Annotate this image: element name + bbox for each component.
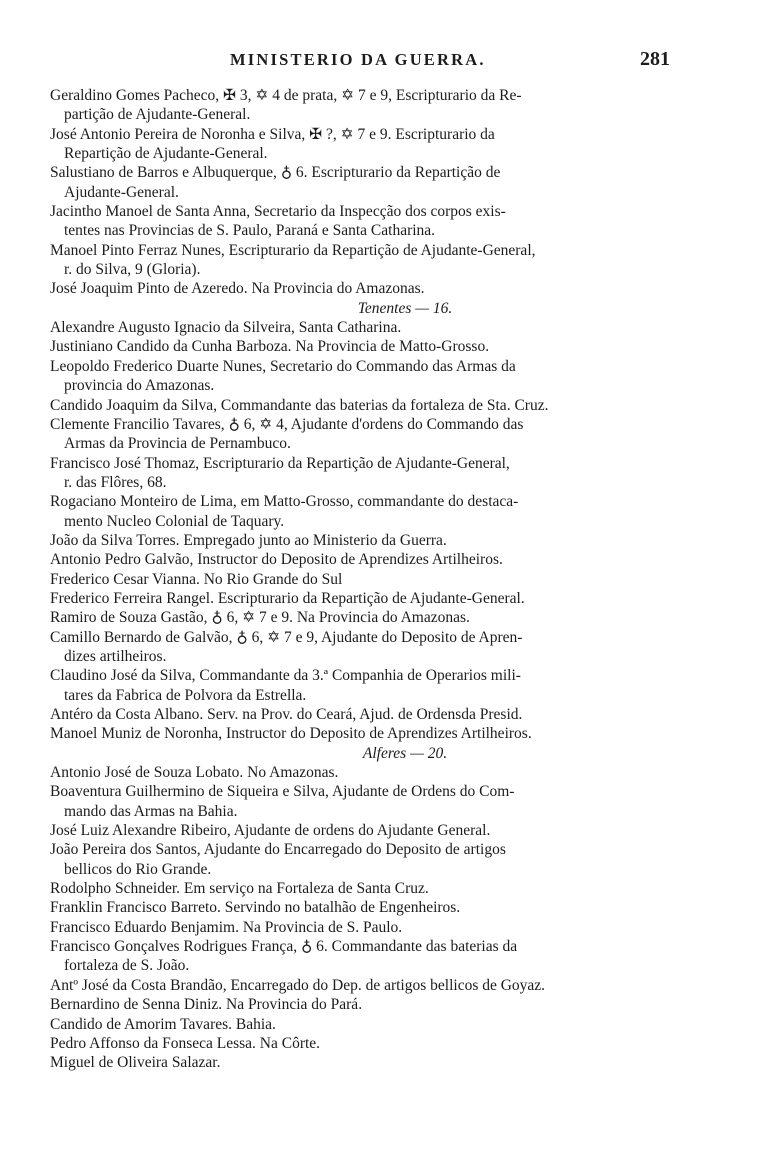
- entry-line: Antonio Pedro Galvão, Instructor do Deposito de Aprendizes Artilheiros.: [50, 551, 503, 569]
- entry-line: Frederico Cesar Vianna. No Rio Grande do Sul: [50, 570, 343, 588]
- entry-line: José Luiz Alexandre Ribeiro, Ajudante de ordens do Ajudante General.: [50, 822, 491, 840]
- roster-entry: [50, 337, 700, 356]
- entry-line: Francisco Gonçalves Rodrigues França, ♁ 6. Commandante das baterias da: [50, 938, 518, 956]
- entry-continuation-line: provincia do Amazonas.: [64, 377, 215, 395]
- entry-continuation-line: bellicos do Rio Grande.: [64, 860, 212, 878]
- entry-continuation-line: mento Nucleo Colonial de Taquary.: [64, 512, 285, 530]
- roster-entry: [50, 763, 700, 782]
- entry-line: Antº José da Costa Brandão, Encarregado do Dep. de artigos bellicos de Goyaz.: [50, 976, 546, 994]
- entry-continuation-line: tentes nas Provincias de S. Paulo, Paraná e Santa Catharina.: [64, 222, 436, 240]
- entry-line: Alexandre Augusto Ignacio da Silveira, Santa Catharina.: [50, 319, 402, 337]
- roster-entry: [50, 1053, 700, 1072]
- entry-continuation-line: r. do Silva, 9 (Gloria).: [64, 261, 201, 279]
- entry-line: João da Silva Torres. Empregado junto ao Ministerio da Guerra.: [50, 531, 447, 549]
- roster-entry: [50, 357, 700, 396]
- entry-continuation-line: Armas da Provincia de Pernambuco.: [64, 435, 291, 453]
- roster-entry: [50, 840, 700, 879]
- roster-entry: [50, 821, 700, 840]
- entry-line: Geraldino Gomes Pacheco, ✠ 3, ✡ 4 de prata, ✡ 7 e 9, Escripturario da Re-: [50, 87, 522, 104]
- roster-entry: [50, 415, 700, 454]
- roster-entry: [50, 279, 700, 298]
- roster-entry: [50, 724, 700, 743]
- section-heading: Alferes — 20.: [362, 744, 448, 762]
- entry-line: Francisco José Thomaz, Escripturario da Repartição de Ajudante-General,: [50, 454, 510, 472]
- roster-entry: [50, 454, 700, 493]
- roster-entry: [50, 589, 700, 608]
- roster-entry: [50, 550, 700, 569]
- entry-line: José Joaquim Pinto de Azeredo. Na Provincia do Amazonas.: [50, 280, 425, 298]
- entry-line: Boaventura Guilhermino de Siqueira e Silva, Ajudante de Ordens do Com-: [50, 783, 515, 801]
- roster-entry: [50, 879, 700, 898]
- section-heading: Tenentes — 16.: [357, 299, 453, 317]
- roster-entry: [50, 202, 700, 241]
- entry-line: Ramiro de Souza Gastão, ♁ 6, ✡ 7 e 9. Na Provincia do Amazonas.: [50, 609, 470, 627]
- roster-entry: [50, 898, 700, 917]
- entry-line: Camillo Bernardo de Galvão, ♁ 6, ✡ 7 e 9, Ajudante do Deposito de Apren-: [50, 628, 523, 646]
- page-title: MINISTERIO DA GUERRA.: [230, 50, 486, 69]
- roster-entry: [50, 318, 700, 337]
- roster-entry: [50, 492, 700, 531]
- entry-continuation-line: mando das Armas na Bahia.: [64, 802, 238, 820]
- entry-line: João Pereira dos Santos, Ajudante do Encarregado do Deposito de artigos: [50, 841, 506, 859]
- entry-line: Miguel de Oliveira Salazar.: [50, 1054, 221, 1072]
- entry-line: Justiniano Candido da Cunha Barboza. Na Provincia de Matto-Grosso.: [50, 338, 490, 356]
- roster-entry: [50, 86, 700, 125]
- entry-continuation-line: tares da Fabrica de Polvora da Estrella.: [64, 686, 307, 704]
- entry-line: Candido Joaquim da Silva, Commandante das baterias da fortaleza de Sta. Cruz.: [50, 396, 549, 414]
- entry-line: Claudino José da Silva, Commandante da 3.ª Companhia de Operarios mili-: [50, 667, 521, 685]
- entry-line: Rogaciano Monteiro de Lima, em Matto-Grosso, commandante do destaca-: [50, 493, 519, 511]
- entry-continuation-line: Ajudante-General.: [64, 183, 179, 201]
- roster-entry: [50, 937, 700, 976]
- roster-entry: [50, 1034, 700, 1053]
- roster-entry: [50, 918, 700, 937]
- entry-line: Franklin Francisco Barreto. Servindo no batalhão de Engenheiros.: [50, 899, 461, 917]
- roster-entry: [50, 241, 700, 280]
- entry-line: Rodolpho Schneider. Em serviço na Fortaleza de Santa Cruz.: [50, 880, 429, 898]
- entry-line: Leopoldo Frederico Duarte Nunes, Secretario do Commando das Armas da: [50, 357, 516, 375]
- roster-entry: [50, 570, 700, 589]
- roster-entry: [50, 628, 700, 667]
- entry-continuation-line: r. das Flôres, 68.: [64, 473, 167, 491]
- roster-entry: [50, 976, 700, 995]
- page-header: [0, 48, 757, 78]
- entry-continuation-line: dizes artilheiros.: [64, 647, 167, 665]
- entry-line: Frederico Ferreira Rangel. Escripturario da Repartição de Ajudante-General.: [50, 589, 525, 607]
- roster-entry: [50, 608, 700, 627]
- entry-line: Antonio José de Souza Lobato. No Amazonas.: [50, 764, 339, 782]
- roster-entry: [50, 782, 700, 821]
- entry-continuation-line: partição de Ajudante-General.: [64, 106, 251, 124]
- roster-entry: [50, 666, 700, 705]
- entry-line: Antéro da Costa Albano. Serv. na Prov. do Ceará, Ajud. de Ordensda Presid.: [50, 706, 523, 723]
- entry-line: Pedro Affonso da Fonseca Lessa. Na Côrte.: [50, 1034, 321, 1052]
- entry-line: José Antonio Pereira de Noronha e Silva, ✠ ?, ✡ 7 e 9. Escripturario da: [50, 125, 495, 143]
- page-number: 281: [640, 48, 670, 70]
- roster-entry: [50, 163, 700, 202]
- roster-entry: [50, 125, 700, 164]
- roster-entry: [50, 705, 700, 724]
- roster-list: [50, 86, 700, 1073]
- entry-line: Candido de Amorim Tavares. Bahia.: [50, 1015, 276, 1033]
- entry-continuation-line: fortaleza de S. João.: [64, 957, 190, 975]
- entry-continuation-line: Repartição de Ajudante-General.: [64, 145, 268, 163]
- entry-line: Manoel Pinto Ferraz Nunes, Escripturario da Repartição de Ajudante-General,: [50, 241, 536, 259]
- entry-line: Bernardino de Senna Diniz. Na Provincia do Pará.: [50, 996, 363, 1014]
- roster-entry: [50, 1015, 700, 1034]
- entry-line: Manoel Muniz de Noronha, Instructor do Deposito de Aprendizes Artilheiros.: [50, 725, 532, 743]
- entry-line: Clemente Francilio Tavares, ♁ 6, ✡ 4, Ajudante d'ordens do Commando das: [50, 415, 524, 433]
- entry-line: Jacintho Manoel de Santa Anna, Secretario da Inspecção dos corpos exis-: [50, 203, 506, 221]
- roster-entry: [50, 531, 700, 550]
- roster-entry: [50, 995, 700, 1014]
- entry-line: Salustiano de Barros e Albuquerque, ♁ 6. Escripturario da Repartição de: [50, 164, 501, 182]
- roster-entry: [50, 396, 700, 415]
- entry-line: Francisco Eduardo Benjamim. Na Provincia de S. Paulo.: [50, 918, 403, 936]
